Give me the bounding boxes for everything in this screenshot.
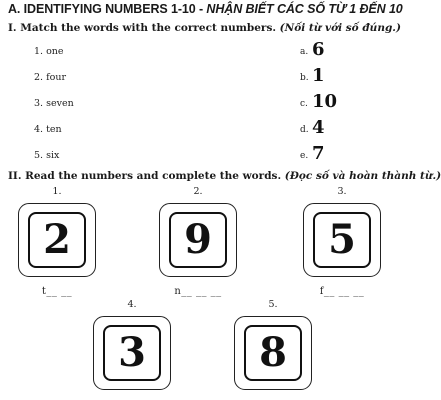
number-card [18, 203, 96, 277]
number-card-inner [313, 212, 371, 268]
section-1-instruction: I. Match the words with the correct numbers. [8, 22, 280, 34]
item-index: 3. [337, 186, 347, 197]
page-title [8, 2, 403, 16]
section-1-hint: (Nối từ với số đúng.) [279, 22, 401, 34]
item-index: 2. [193, 186, 203, 197]
page-title-main: A. IDENTIFYING NUMBERS 1-10 - [8, 2, 207, 16]
item-index: 1. [52, 186, 62, 197]
number-card [303, 203, 381, 277]
match-letter: e. [300, 151, 309, 161]
number-card [93, 316, 171, 390]
match-word[interactable]: 3. seven [34, 98, 74, 109]
match-letter: c. [300, 99, 308, 109]
match-row [0, 39, 400, 62]
word-blank[interactable]: n__ __ __ [174, 286, 222, 297]
match-row [0, 65, 400, 88]
match-word[interactable]: 2. four [34, 72, 66, 83]
item-index: 5. [268, 299, 278, 310]
match-row [0, 91, 400, 114]
match-word[interactable]: 5. six [34, 150, 60, 161]
number-digit: 5 [328, 216, 356, 263]
number-digit: 8 [259, 329, 287, 376]
match-word[interactable]: 1. one [34, 46, 64, 57]
page-title-vietnamese: NHẬN BIẾT CÁC SỐ TỪ 1 ĐẾN 10 [206, 2, 403, 16]
number-card [234, 316, 312, 390]
match-row [0, 143, 400, 166]
number-card [159, 203, 237, 277]
number-digit: 2 [43, 216, 71, 263]
match-letter: d. [300, 125, 309, 135]
match-number[interactable]: 4 [312, 117, 325, 138]
match-letter: a. [300, 47, 309, 57]
match-number[interactable]: 1 [312, 65, 325, 86]
word-blank[interactable]: t__ __ [41, 286, 73, 297]
number-digit: 9 [184, 216, 212, 263]
section-2-hint: (Đọc số và hoàn thành từ.) [284, 170, 441, 182]
section-2-heading [8, 170, 441, 182]
number-card-inner [244, 325, 302, 381]
match-number[interactable]: 6 [312, 39, 325, 60]
match-word[interactable]: 4. ten [34, 124, 62, 135]
match-number[interactable]: 7 [312, 143, 325, 164]
match-row [0, 117, 400, 140]
number-card-inner [28, 212, 86, 268]
number-card-inner [103, 325, 161, 381]
number-card-inner [169, 212, 227, 268]
word-blank[interactable]: f__ __ __ [319, 286, 365, 297]
section-1-heading [8, 22, 400, 34]
match-number[interactable]: 10 [312, 91, 338, 112]
item-index: 4. [127, 299, 137, 310]
section-2-instruction: II. Read the numbers and complete the words. [8, 170, 285, 182]
match-letter: b. [300, 73, 309, 83]
number-digit: 3 [118, 329, 146, 376]
